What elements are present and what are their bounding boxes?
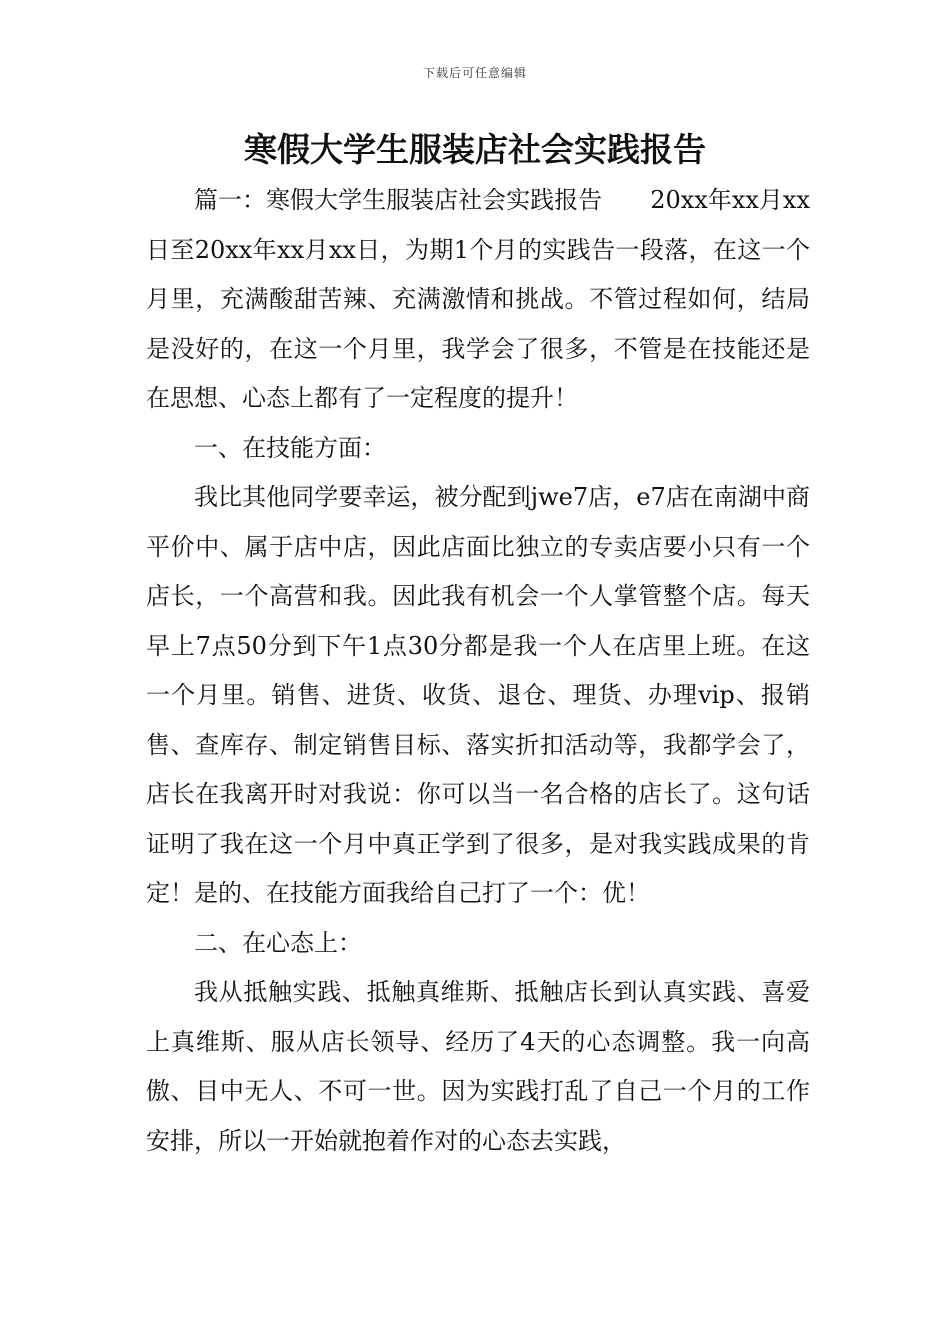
skills-paragraph: 我比其他同学要幸运，被分配到jwe7店，e7店在南湖中商平价中、属于店中店，因此店面比独立的专卖店要小只有一个店长，一个高营和我。因此我有机会一个人掌管整个店。每天早上7点50分到下午1点30分都是我一个人在店里上班。在这一个月里。销售、进货、收货、退仓、理货、办理vip、报销售、查库存、制定销售目标、落实折扣活动等，我都学会了，店长在我离开时对我说：你可以当一名合格的店长了。这句话证明了我在这一个月中真正学到了很多，是对我实践成果的肯定！是的、在技能方面我给自己打了一个：优！ (146, 483, 810, 907)
section-heading-skills: 一、在技能方面： (194, 433, 386, 462)
section-heading-attitude: 二、在心态上： (194, 928, 362, 957)
page-title: 寒假大学生服装店社会实践报告 (244, 130, 706, 169)
attitude-paragraph: 我从抵触实践、抵触真维斯、抵触店长到认真实践、喜爱上真维斯、服从店长领导、经历了4天的心态调整。我一向高傲、目中无人、不可一世。因为实践打乱了自己一个月的工作安排，所以一开始就抱着作对的心态去实践， (146, 978, 810, 1155)
intro-paragraph: 篇一：寒假大学生服装店社会实践报告 20xx年xx月xx日至20xx年xx月xx日，为期1个月的实践告一段落，在这一个月里，充满酸甜苦辣、充满激情和挑战。不管过程如何，结局是没好的，在这一个月里，我学会了很多，不管是在技能还是在思想、心态上都有了一定程度的提升！ (146, 186, 810, 412)
header-note: 下载后可任意编辑 (422, 66, 527, 80)
document-body (146, 176, 810, 1166)
